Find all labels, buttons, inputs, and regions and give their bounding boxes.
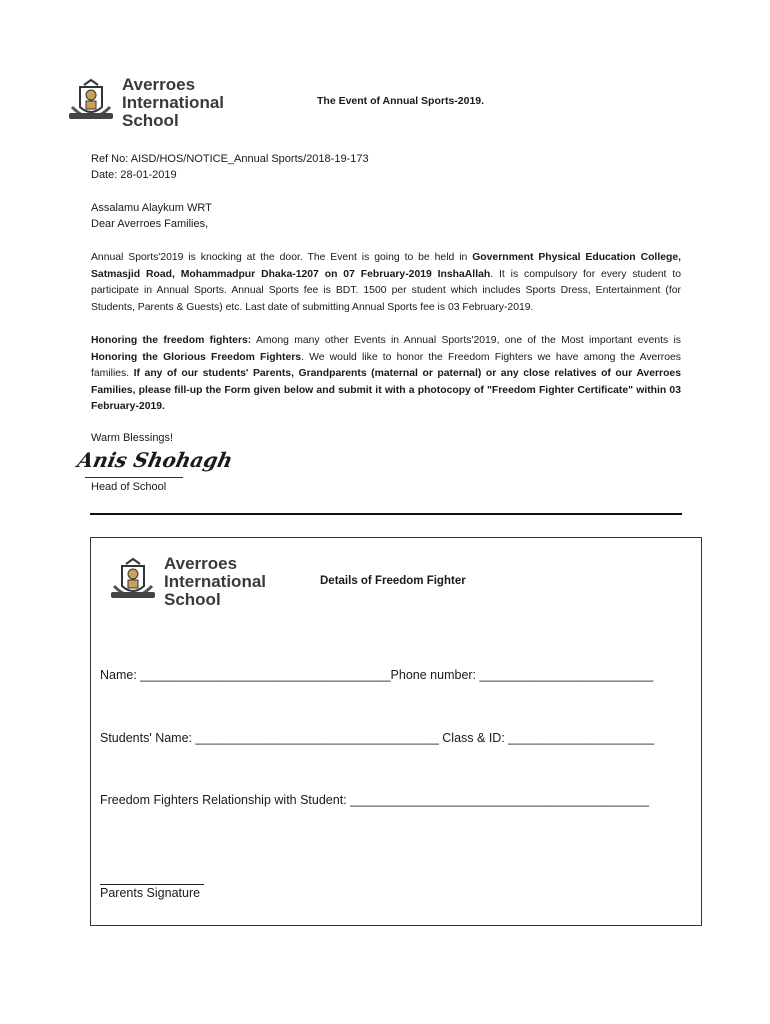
form-title: Details of Freedom Fighter	[320, 575, 466, 587]
name-phone-field[interactable]: Name: ____________________________________Phone number: _________________________	[100, 668, 654, 682]
closing-line: Warm Blessings!	[91, 432, 174, 444]
greeting-line-1: Assalamu Alaykum WRT	[91, 202, 212, 214]
parent-signature-line[interactable]	[100, 884, 204, 885]
student-class-field[interactable]: Students' Name: ___________________________________ Class & ID: _____________________	[100, 731, 655, 745]
paragraph-event-details: Annual Sports'2019 is knocking at the door. The Event is going to be held in Government Physical Education College, Satmasjid Road, Mohammadpur Dhaka-1207 on 07 February-2019 InshaAllah. It is compulsory for every student to participate in Annual Sports. Annual Sports fee is BDT. 1500 per student which includes Sports Dress, Entertainment (for Students, Parents & Guests) etc. Last date of submitting Annual Sports fee is 03 February-2019.	[91, 252, 681, 313]
notice-title: The Event of Annual Sports-2019.	[317, 95, 485, 107]
school-logo-top	[66, 76, 224, 130]
signer-title: Head of School	[91, 481, 167, 493]
divider	[90, 513, 682, 515]
reference-number: Ref No: AISD/HOS/NOTICE_Annual Sports/2018-19-173	[91, 153, 369, 165]
notice-date: Date: 28-01-2019	[91, 169, 177, 181]
parent-signature-label: Parents Signature	[100, 886, 201, 900]
signature-underline	[85, 477, 183, 478]
school-name: Averroes International School	[164, 554, 267, 609]
relationship-field[interactable]: Freedom Fighters Relationship with Student: ___________________________________________	[100, 793, 650, 807]
paragraph-freedom-fighters: Honoring the freedom fighters: Among many other Events in Annual Sports'2019, one of the Most important events is Honoring the Glorious Freedom Fighters. We would like to honor the Freedom Fighters we have among the Averroes families. If any of our students' Parents, Grandparents (maternal or paternal) or any close relatives of our Averroes Families, please fill-up the Form given below and submit it with a photocopy of "Freedom Fighter Certificate" within 03 February-2019.	[91, 335, 681, 413]
signature: Anis Shohagh	[75, 448, 235, 472]
school-crest-icon	[66, 77, 116, 129]
school-logo-form	[108, 555, 266, 609]
school-crest-icon	[108, 556, 158, 608]
greeting-line-2: Dear Averroes Families,	[91, 218, 209, 230]
school-name: Averroes International School	[122, 75, 225, 130]
